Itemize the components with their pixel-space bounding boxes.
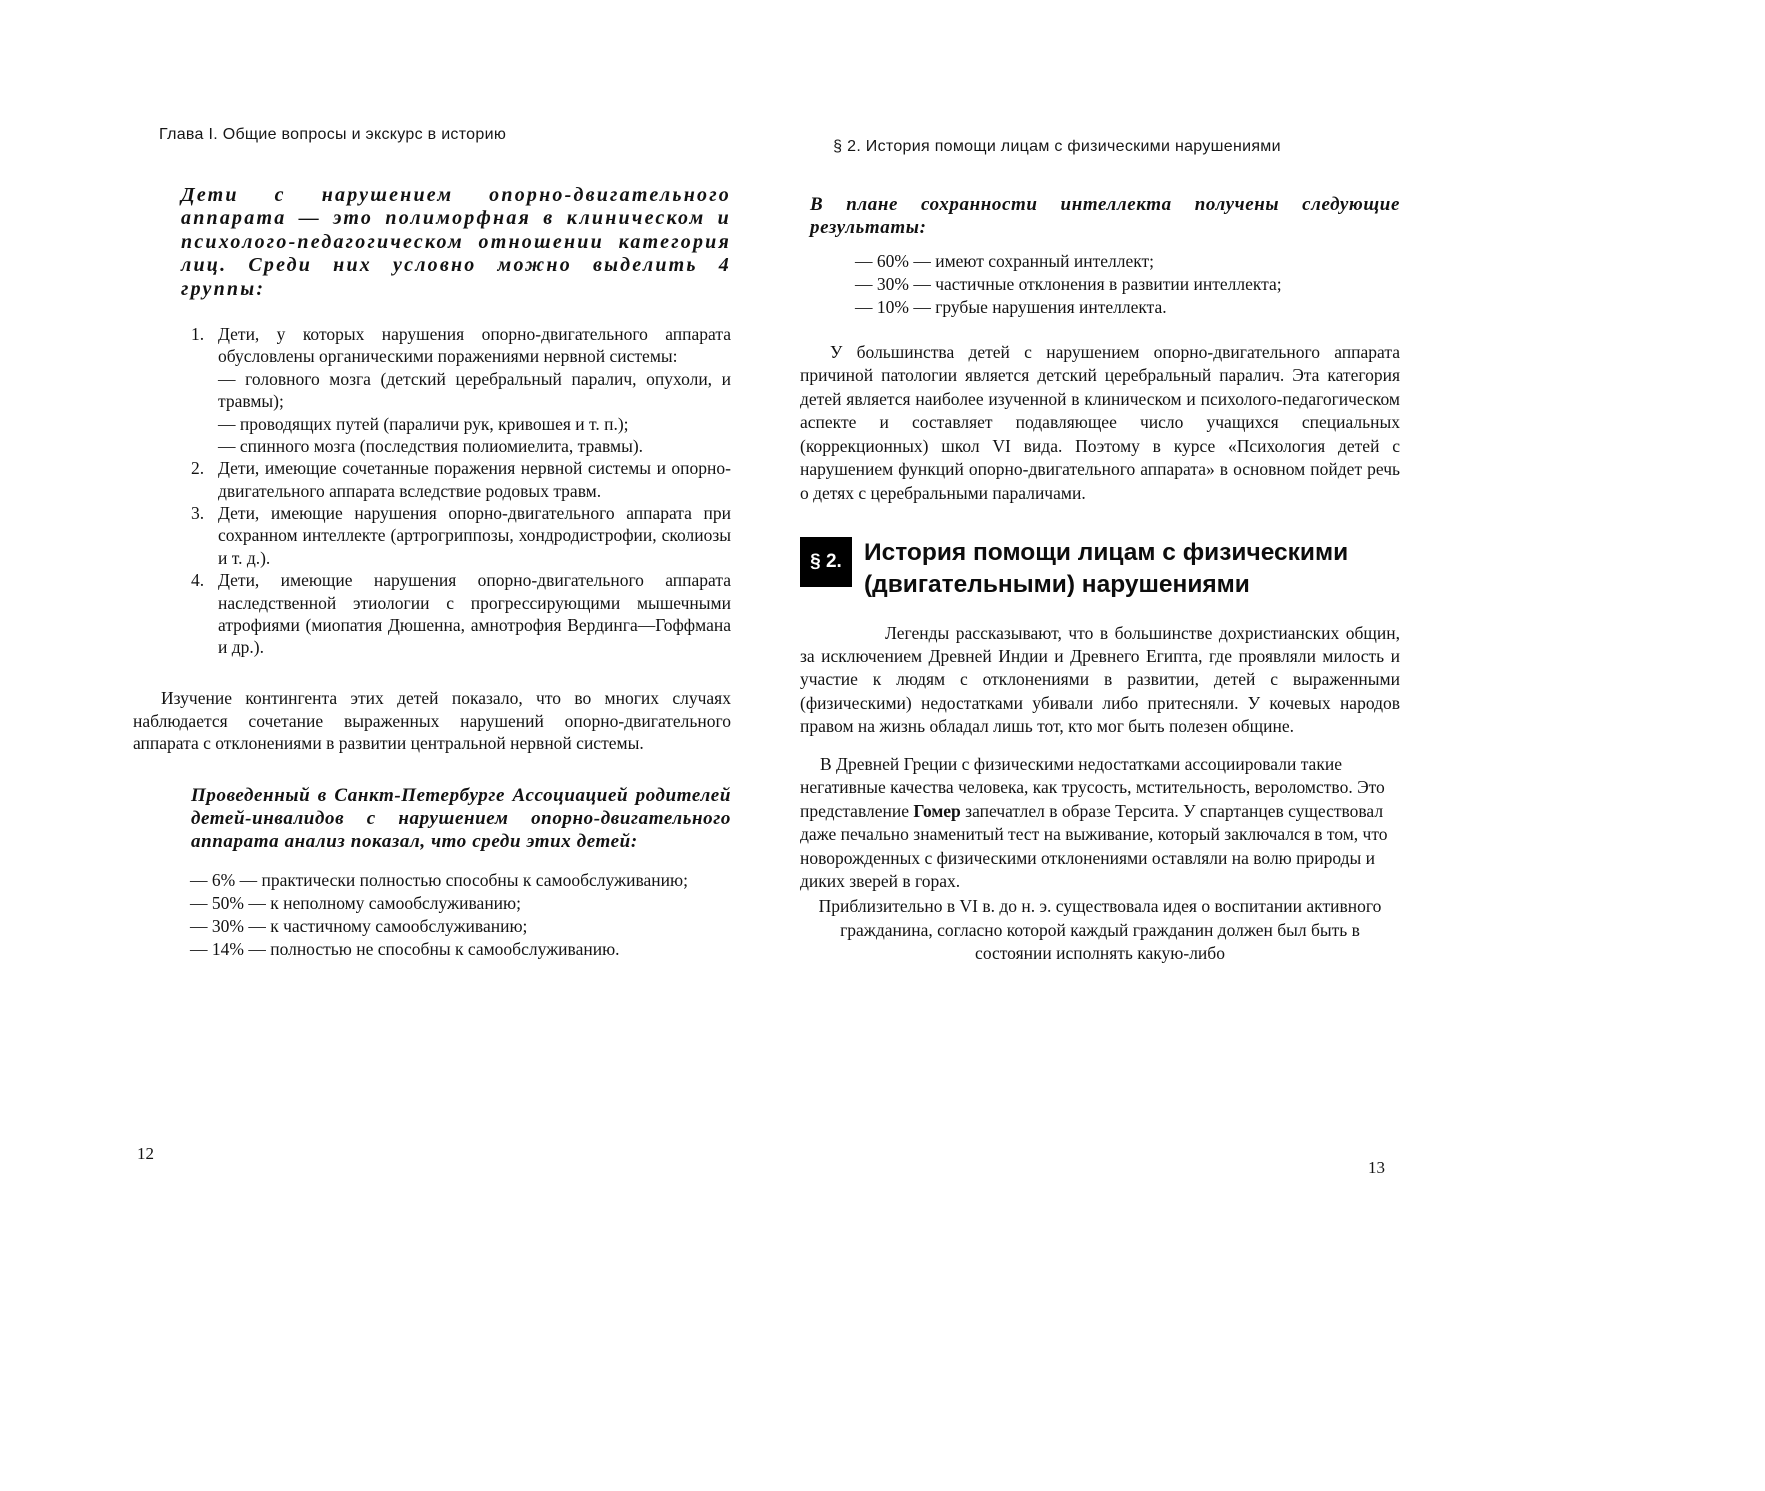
paragraph-greece-part2: запечатлел в образе Терсита. У спартанцев существовал даже печально знаменитый тест на выживание, который заключался в том, что новорожденных с физическими отклонениями оставляли на волю природы и диких зверей в горах. [800,800,1388,891]
list-subitem: — головного мозга (детский церебральный паралич, опухоли, и травмы); [218,368,731,412]
right-page-number: 13 [1368,1158,1385,1177]
intellect-lead-paragraph: В плане сохранности интеллекта получены следующие результаты: [810,194,1400,238]
list-item-body [218,457,731,502]
lead-paragraph: Дети с нарушением опорно-двигательного аппарата — это полиморфная в клиническом и психолого-педагогическом отношении категория лиц. Среди них условно можно выделить 4 группы: [181,184,731,300]
selfcare-stats-list [190,869,731,960]
list-item-text: Дети, имеющие нарушения опорно-двигательного аппарата при сохранном интеллекте (артрогриппозы, хондродистрофии, сколиозы и т. д.). [218,503,731,568]
list-item-body [218,502,731,569]
stat-item: — 30% — к частичному самообслуживанию; [190,915,528,936]
list-item-4 [191,569,731,659]
paragraph-legends: Легенды рассказывают, что в большинстве дохристианских общин, за исключением Древней Индии и Древнего Египта, где проявляли милость и участие к людям с отклонениями в развитии, детей с выраженными (физическими) недостатками убивали либо притесняли. У кочевых народов правом на жизнь обладал лишь тот, кто мог быть полезен общине. [800,622,1400,737]
list-item-body [218,323,731,457]
stat-item: — 6% — практически полностью способны к самообслуживанию; [190,870,688,891]
list-subitem: — проводящих путей (параличи рук, кривошея и т. п.); [218,413,629,434]
list-number: 1. [191,323,205,344]
list-item-body [218,569,731,659]
stat-item: — 60% — имеют сохранный интеллект; [855,250,1155,271]
section-heading [800,537,1400,602]
right-page [800,138,1400,966]
right-running-head: § 2. История помощи лицам с физическими нарушениями [833,138,1281,155]
list-item-3 [191,502,731,569]
left-page [133,126,731,960]
list-item-text: Дети, у которых нарушения опорно-двигательного аппарата обусловлены органическими поражениями нервной системы: [218,323,731,367]
quote-paragraph: Проведенный в Санкт-Петербурге Ассоциацией родителей детей-инвалидов с нарушением опорно-двигательного аппарата анализ показал, что среди этих детей: [191,785,731,852]
stat-item: — 30% — частичные отклонения в развитии интеллекта; [855,273,1282,294]
left-running-head: Глава I. Общие вопросы и экскурс в историю [159,126,507,143]
intellect-stats-list [855,250,1400,319]
list-subitem: — спинного мозга (последствия полиомиелита, травмы). [218,435,644,456]
list-item-2 [191,457,731,502]
list-item-1 [191,323,731,457]
paragraph-citizen: Приблизительно в VI в. до н. э. существовала идея о воспитании активного гражданина, согласно которой каждый гражданин должен был быть в состоянии исполнять какую-либо [818,896,1382,964]
stat-item: — 10% — грубые нарушения интеллекта. [855,296,1167,317]
list-number: 4. [191,570,205,591]
paragraph-greece [800,753,1400,894]
groups-list [191,323,731,659]
section-title: История помощи лицам с физическими (двигательными) нарушениями [864,538,1349,599]
list-number: 2. [191,458,205,479]
bold-homer: Гомер [913,800,961,821]
stat-item: — 14% — полностью не способны к самообслуживанию. [190,938,620,959]
stat-item: — 50% — к неполному самообслуживанию; [190,893,521,914]
left-page-number: 12 [137,1144,154,1163]
list-number: 3. [191,503,205,524]
paragraph-study: Изучение контингента этих детей показало, что во многих случаях наблюдается сочетание выраженных нарушений опорно-двигательного аппарата с отклонениями в развитии центральной нервной системы. [133,687,731,754]
list-item-text: Дети, имеющие нарушения опорно-двигательного аппарата наследственной этиологии с прогрессирующими мышечными атрофиями (миопатия Дюшенна, амнотрофия Вердинга—Гоффмана и др.). [218,570,731,658]
section-number-badge: § 2. [800,537,852,587]
list-item-text: Дети, имеющие сочетанные поражения нервной системы и опорно-двигательного аппарата вследствие родовых травм. [218,458,731,501]
paragraph-majority: У большинства детей с нарушением опорно-двигательного аппарата причиной патологии является детский церебральный паралич. Эта категория детей является наиболее изученной в клиническом и психолого-педагогическом аспекте и составляет подавляющее число учащихся специальных (коррекционных) школ VI вида. Поэтому в курсе «Психология детей с нарушением функций опорно-двигательного аппарата» в основном пойдет речь о детях с церебральными параличами. [800,341,1400,503]
paragraph-greece-part1: В Древней Греции с физическими недостатками ассоциировали такие негативные качества человека, как трусость, мстительность, вероломство. Это представление [800,753,1385,821]
